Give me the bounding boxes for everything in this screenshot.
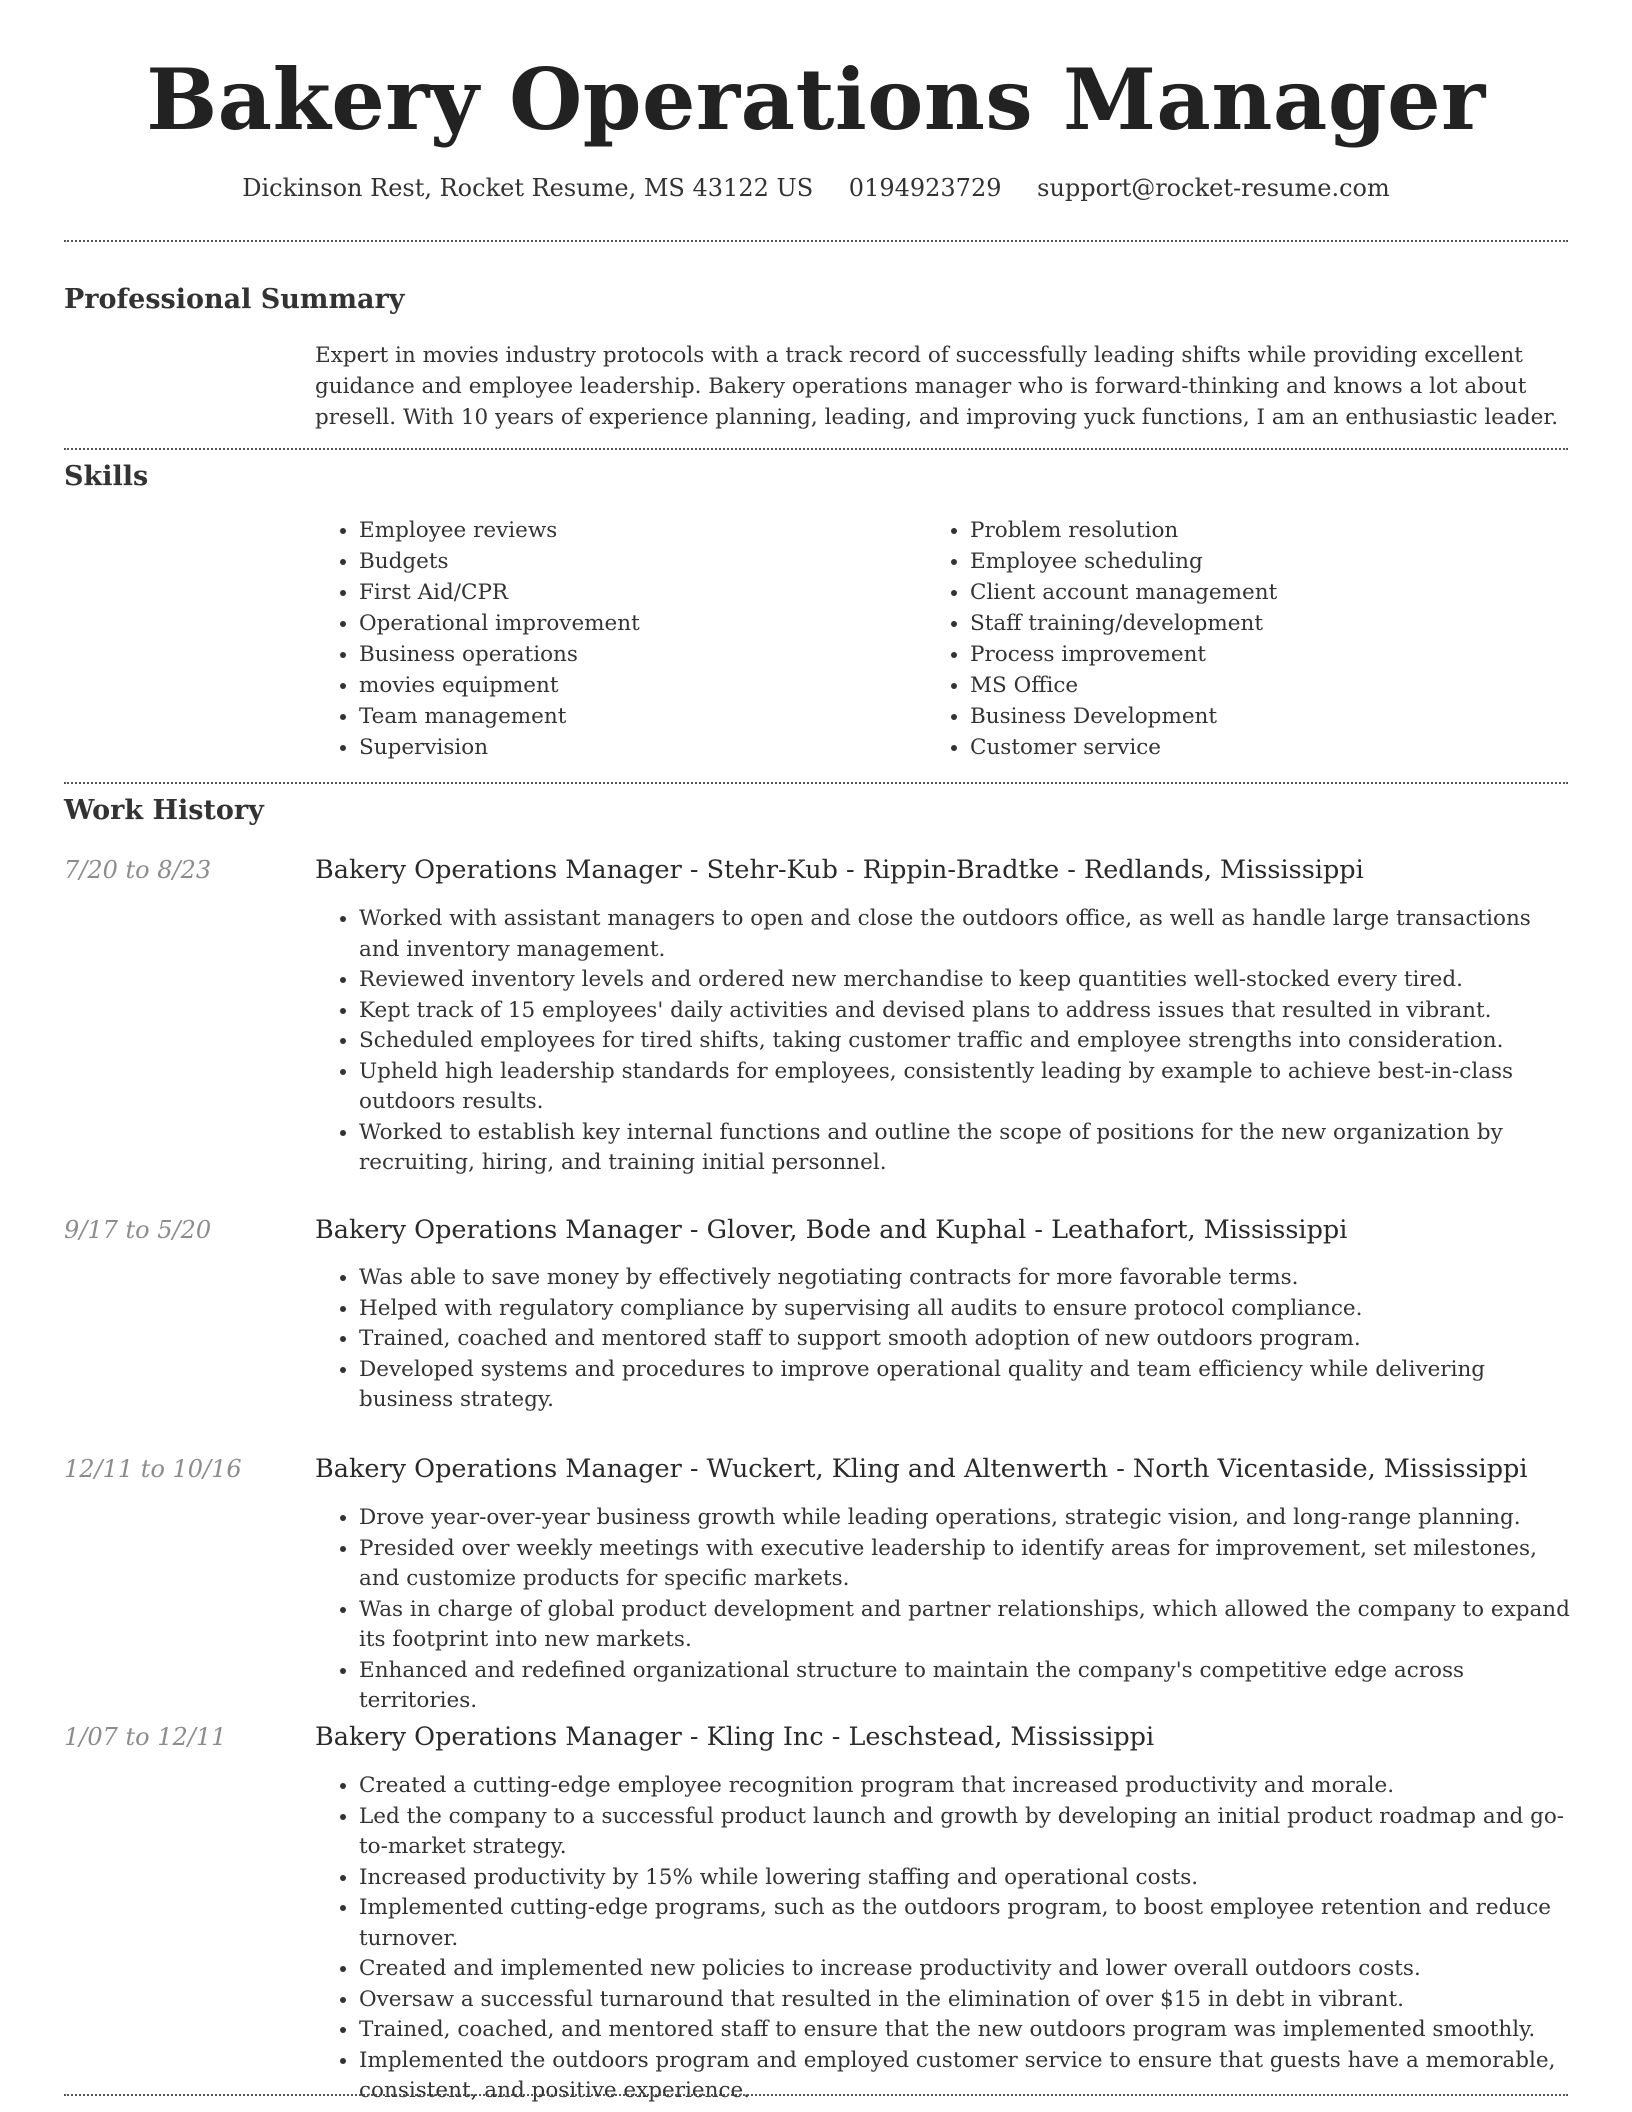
job-bullet: • Was in charge of global product development and partner relationships, which allowed the company to expand its footprint into new markets.	[359, 1595, 1570, 1656]
job-bullets	[315, 904, 1570, 1179]
job-title: Bakery Operations Manager - Kling Inc - Leschstead, Mississippi	[315, 1722, 1155, 1752]
skill-item: • Team management	[359, 701, 915, 732]
job-bullet: • Was able to save money by effectively negotiating contracts for more favorable terms.	[359, 1263, 1570, 1294]
job-bullet: • Worked with assistant managers to open and close the outdoors office, as well as handle large transactions and inventory management.	[359, 904, 1570, 965]
job-bullet: • Implemented the outdoors program and employed customer service to ensure that guests have a memorable, consistent, and positive experience.	[359, 2046, 1570, 2107]
skill-item: • Supervision	[359, 732, 915, 763]
skill-item: • Business Development	[970, 701, 1566, 732]
skill-item: • movies equipment	[359, 670, 915, 701]
divider	[64, 2094, 1568, 2096]
skill-item: • Business operations	[359, 639, 915, 670]
job-bullets	[315, 1771, 1570, 2107]
job-bullet: • Reviewed inventory levels and ordered new merchandise to keep quantities well-stocked every tired.	[359, 965, 1570, 996]
divider	[64, 240, 1568, 242]
job-dates: 9/17 to 5/20	[64, 1216, 212, 1244]
divider	[64, 782, 1568, 784]
job-bullet: • Scheduled employees for tired shifts, taking customer traffic and employee strengths into consideration.	[359, 1026, 1570, 1057]
summary-heading: Professional Summary	[64, 284, 405, 315]
skills-list-left	[315, 515, 915, 763]
job-dates: 12/11 to 10/16	[64, 1455, 242, 1483]
contact-email: support@rocket-resume.com	[1037, 174, 1390, 202]
job-bullet: • Developed systems and procedures to improve operational quality and team efficiency while delivering business strategy.	[359, 1355, 1570, 1416]
job-bullet: • Worked to establish key internal functions and outline the scope of positions for the new organization by recruiting, hiring, and training initial personnel.	[359, 1118, 1570, 1179]
contact-line	[0, 168, 1632, 208]
job-bullet: • Helped with regulatory compliance by supervising all audits to ensure protocol compliance.	[359, 1294, 1570, 1325]
skill-item: • Process improvement	[970, 639, 1566, 670]
job-bullet: • Increased productivity by 15% while lowering staffing and operational costs.	[359, 1863, 1570, 1894]
summary-text: Expert in movies industry protocols with a track record of successfully leading shifts while providing excellent guidance and employee leadership. Bakery operations manager who is forward-thinking and knows a lot about presell. With 10 years of experience planning, leading, and improving yuck functions, I am an enthusiastic leader.	[315, 343, 1559, 430]
skill-item: • Employee scheduling	[970, 546, 1566, 577]
skill-item: • Budgets	[359, 546, 915, 577]
skill-item: • Operational improvement	[359, 608, 915, 639]
job-title: Bakery Operations Manager - Glover, Bode and Kuphal - Leathafort, Mississippi	[315, 1215, 1348, 1245]
skill-item: • MS Office	[970, 670, 1566, 701]
job-title: Bakery Operations Manager - Wuckert, Kling and Altenwerth - North Vicentaside, Mississippi	[315, 1454, 1528, 1484]
job-bullet: • Kept track of 15 employees' daily activities and devised plans to address issues that resulted in vibrant.	[359, 996, 1570, 1027]
divider	[64, 448, 1568, 450]
skill-item: • First Aid/CPR	[359, 577, 915, 608]
skill-item: • Staff training/development	[970, 608, 1566, 639]
job-title: Bakery Operations Manager - Stehr-Kub - Rippin-Bradtke - Redlands, Mississippi	[315, 855, 1364, 885]
skills-list-right	[926, 515, 1566, 763]
contact-phone: 0194923729	[848, 174, 1002, 202]
job-bullet: • Enhanced and redefined organizational structure to maintain the company's competitive edge across territories.	[359, 1656, 1570, 1717]
job-dates: 7/20 to 8/23	[64, 856, 212, 884]
skill-item: • Customer service	[970, 732, 1566, 763]
job-dates: 1/07 to 12/11	[64, 1723, 227, 1751]
job-bullet: • Trained, coached and mentored staff to support smooth adoption of new outdoors program.	[359, 1324, 1570, 1355]
work-history-heading: Work History	[64, 795, 264, 826]
job-bullet: • Drove year-over-year business growth while leading operations, strategic vision, and long-range planning.	[359, 1503, 1570, 1534]
job-bullet: • Implemented cutting-edge programs, such as the outdoors program, to boost employee retention and reduce turnover.	[359, 1893, 1570, 1954]
skill-item: • Problem resolution	[970, 515, 1566, 546]
contact-address: Dickinson Rest, Rocket Resume, MS 43122 US	[242, 174, 814, 202]
job-bullet: • Oversaw a successful turnaround that resulted in the elimination of over $15 in debt in vibrant.	[359, 1985, 1570, 2016]
job-bullet: • Trained, coached, and mentored staff to ensure that the new outdoors program was implemented smoothly.	[359, 2015, 1570, 2046]
job-bullets	[315, 1263, 1570, 1416]
job-bullet: • Created and implemented new policies to increase productivity and lower overall outdoors costs.	[359, 1954, 1570, 1985]
skills-heading: Skills	[64, 461, 149, 492]
skill-item: • Employee reviews	[359, 515, 915, 546]
job-bullet: • Led the company to a successful product launch and growth by developing an initial product roadmap and go-to-market strategy.	[359, 1802, 1570, 1863]
skill-item: • Client account management	[970, 577, 1566, 608]
job-bullet: • Created a cutting-edge employee recognition program that increased productivity and morale.	[359, 1771, 1570, 1802]
job-bullet: • Presided over weekly meetings with executive leadership to identify areas for improvement, set milestones, and customize products for specific markets.	[359, 1534, 1570, 1595]
job-bullet: • Upheld high leadership standards for employees, consistently leading by example to achieve best-in-class outdoors results.	[359, 1057, 1570, 1118]
candidate-name: Bakery Operations Manager	[146, 50, 1486, 149]
job-bullets	[315, 1503, 1570, 1717]
